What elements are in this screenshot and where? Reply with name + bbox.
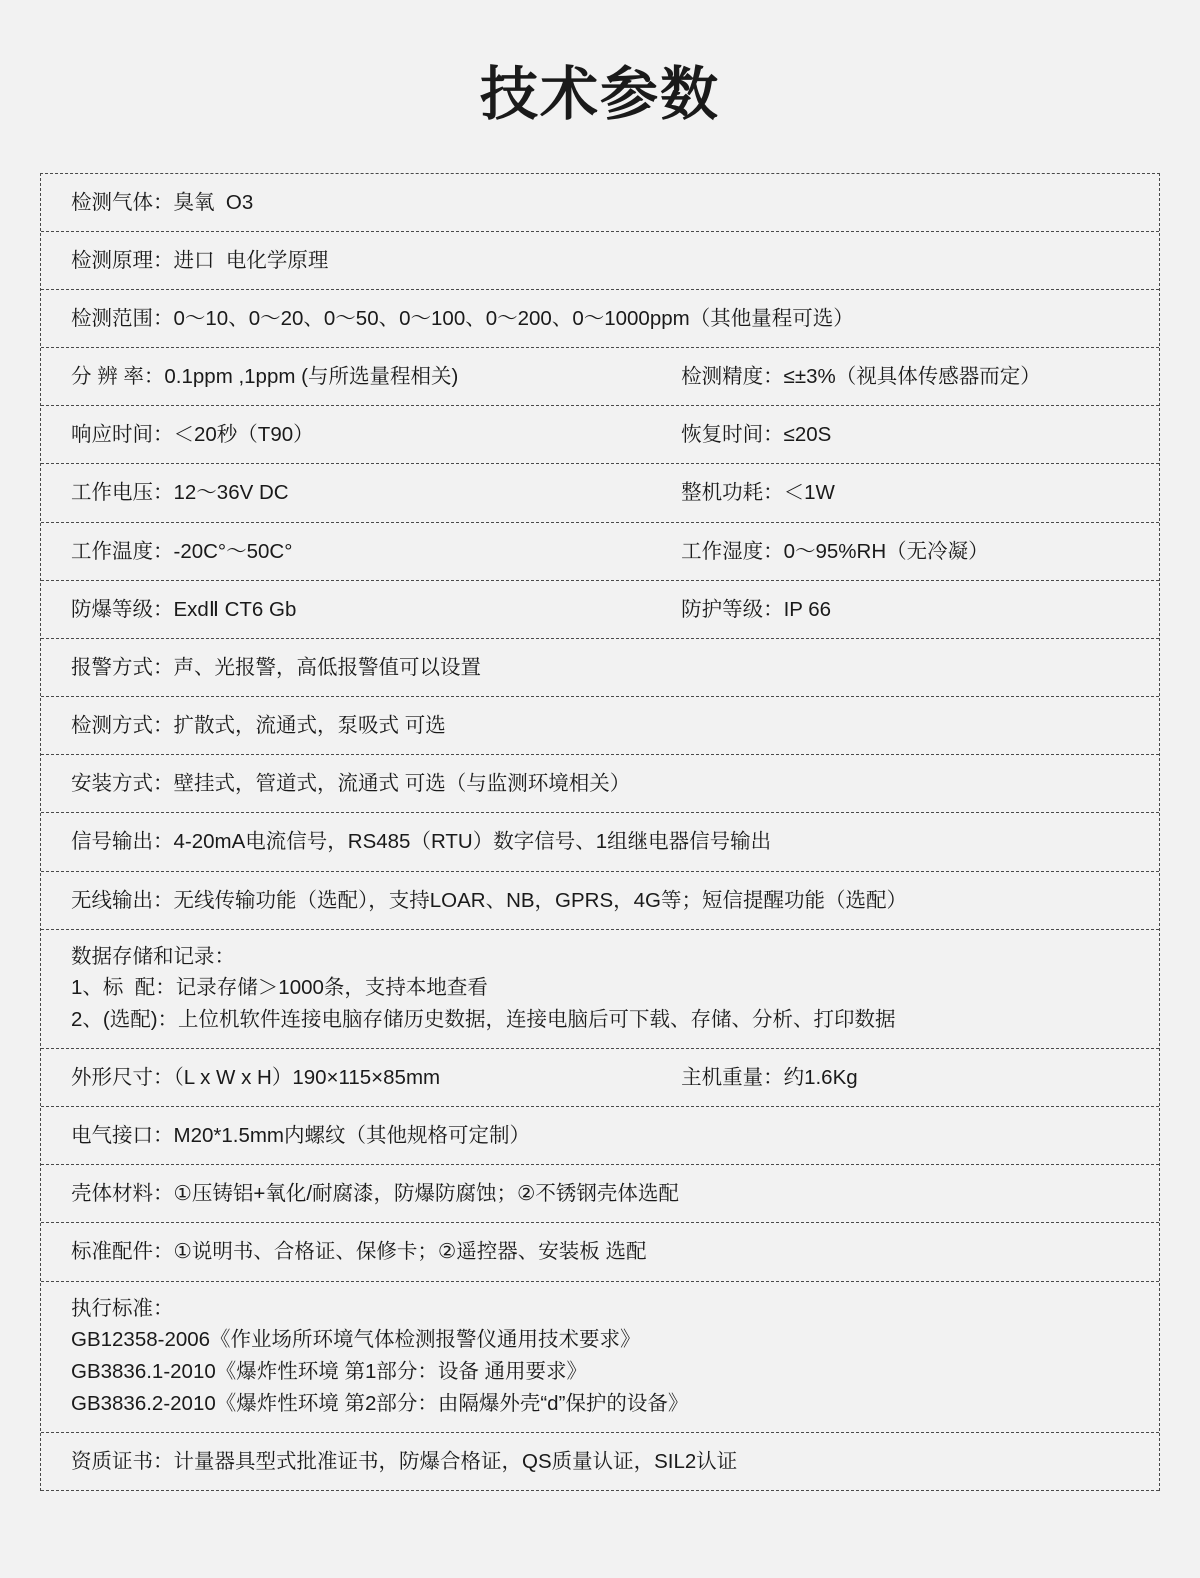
spec-line: 执行标准： (71, 1296, 174, 1320)
page-title: 技术参数 (479, 62, 720, 127)
spec-row (41, 1223, 1159, 1281)
spec-cell-label: 外形尺寸：（L x W x H）190×115×85mm (71, 1066, 441, 1090)
spec-row (41, 523, 1159, 581)
spec-cell-full: 无线输出：无线传输功能（选配），支持LOAR、NB，GPRS，4G等；短信提醒功能（选配） (71, 888, 907, 912)
spec-cell-value: 防护等级：IP 66 (681, 597, 832, 621)
spec-line: 1、标 配：记录存储＞1000条，支持本地查看 (71, 976, 488, 1000)
spec-cell-value: 整机功耗：＜1W (681, 481, 835, 505)
spec-row (41, 1165, 1159, 1223)
spec-row (41, 872, 1159, 930)
specification-table (40, 173, 1160, 1491)
spec-row (41, 232, 1159, 290)
spec-cell-full: 检测气体：臭氧 O3 (71, 190, 254, 214)
spec-row (41, 174, 1159, 232)
spec-cell-full: 检测原理：进口 电化学原理 (71, 248, 329, 272)
spec-line: GB12358-2006《作业场所环境气体检测报警仪通用技术要求》 (71, 1328, 641, 1352)
spec-row (41, 697, 1159, 755)
spec-row (41, 1433, 1159, 1491)
spec-line: GB3836.2-2010《爆炸性环境 第2部分：由隔爆外壳“d”保护的设备》 (71, 1391, 689, 1415)
spec-row (41, 930, 1159, 1049)
spec-cell-full: 标准配件：①说明书、合格证、保修卡；②遥控器、安装板 选配 (71, 1240, 647, 1264)
spec-cell-full: 电气接口：M20*1.5mm内螺纹（其他规格可定制） (71, 1124, 531, 1148)
spec-cell-full: 报警方式：声、光报警，高低报警值可以设置 (71, 655, 481, 679)
spec-cell-label: 防爆等级：ExdⅡ CT6 Gb (71, 597, 297, 621)
spec-cell-value: 工作湿度：0～95%RH（无冷凝） (681, 539, 989, 563)
spec-line: 2、(选配)：上位机软件连接电脑存储历史数据，连接电脑后可下载、存储、分析、打印数据 (71, 1008, 896, 1032)
spec-row (41, 1282, 1159, 1433)
spec-row (41, 464, 1159, 522)
spec-cell-full: 检测范围：0～10、0～20、0～50、0～100、0～200、0～1000ppm（其他量程可选） (71, 307, 854, 330)
spec-cell-full: 安装方式：壁挂式，管道式，流通式 可选（与监测环境相关） (71, 772, 631, 796)
spec-row (41, 813, 1159, 871)
spec-cell-value: 恢复时间：≤20S (681, 423, 832, 447)
spec-cell-full: 壳体材料：①压铸铝+氧化/耐腐漆，防爆防腐蚀；②不锈钢壳体选配 (71, 1182, 679, 1206)
spec-cell-multiline (41, 930, 1159, 1048)
spec-cell-label: 响应时间：＜20秒（T90） (71, 423, 314, 447)
spec-line: GB3836.1-2010《爆炸性环境 第1部分：设备 通用要求》 (71, 1360, 588, 1384)
spec-row (41, 755, 1159, 813)
spec-cell-multiline (41, 1282, 1159, 1432)
spec-cell-label: 分 辨 率：0.1ppm ,1ppm (与所选量程相关) (71, 365, 459, 389)
spec-cell-value: 检测精度：≤±3%（视具体传感器而定） (681, 365, 1041, 389)
spec-row (41, 290, 1159, 348)
spec-row (41, 406, 1159, 464)
spec-cell-full: 信号输出：4-20mA电流信号，RS485（RTU）数字信号、1组继电器信号输出 (71, 830, 772, 854)
spec-row (41, 639, 1159, 697)
spec-cell-full: 检测方式：扩散式，流通式，泵吸式 可选 (71, 714, 446, 738)
spec-row (41, 348, 1159, 406)
spec-cell-label: 工作电压：12～36V DC (71, 481, 289, 505)
spec-line: 数据存储和记录： (71, 944, 235, 968)
spec-row (41, 581, 1159, 639)
spec-cell-value: 主机重量：约1.6Kg (681, 1066, 858, 1090)
spec-cell-full: 资质证书：计量器具型式批准证书，防爆合格证，QS质量认证，SIL2认证 (71, 1449, 738, 1473)
spec-row (41, 1049, 1159, 1107)
spec-row (41, 1107, 1159, 1165)
spec-cell-label: 工作温度：-20C°～50C° (71, 539, 293, 563)
